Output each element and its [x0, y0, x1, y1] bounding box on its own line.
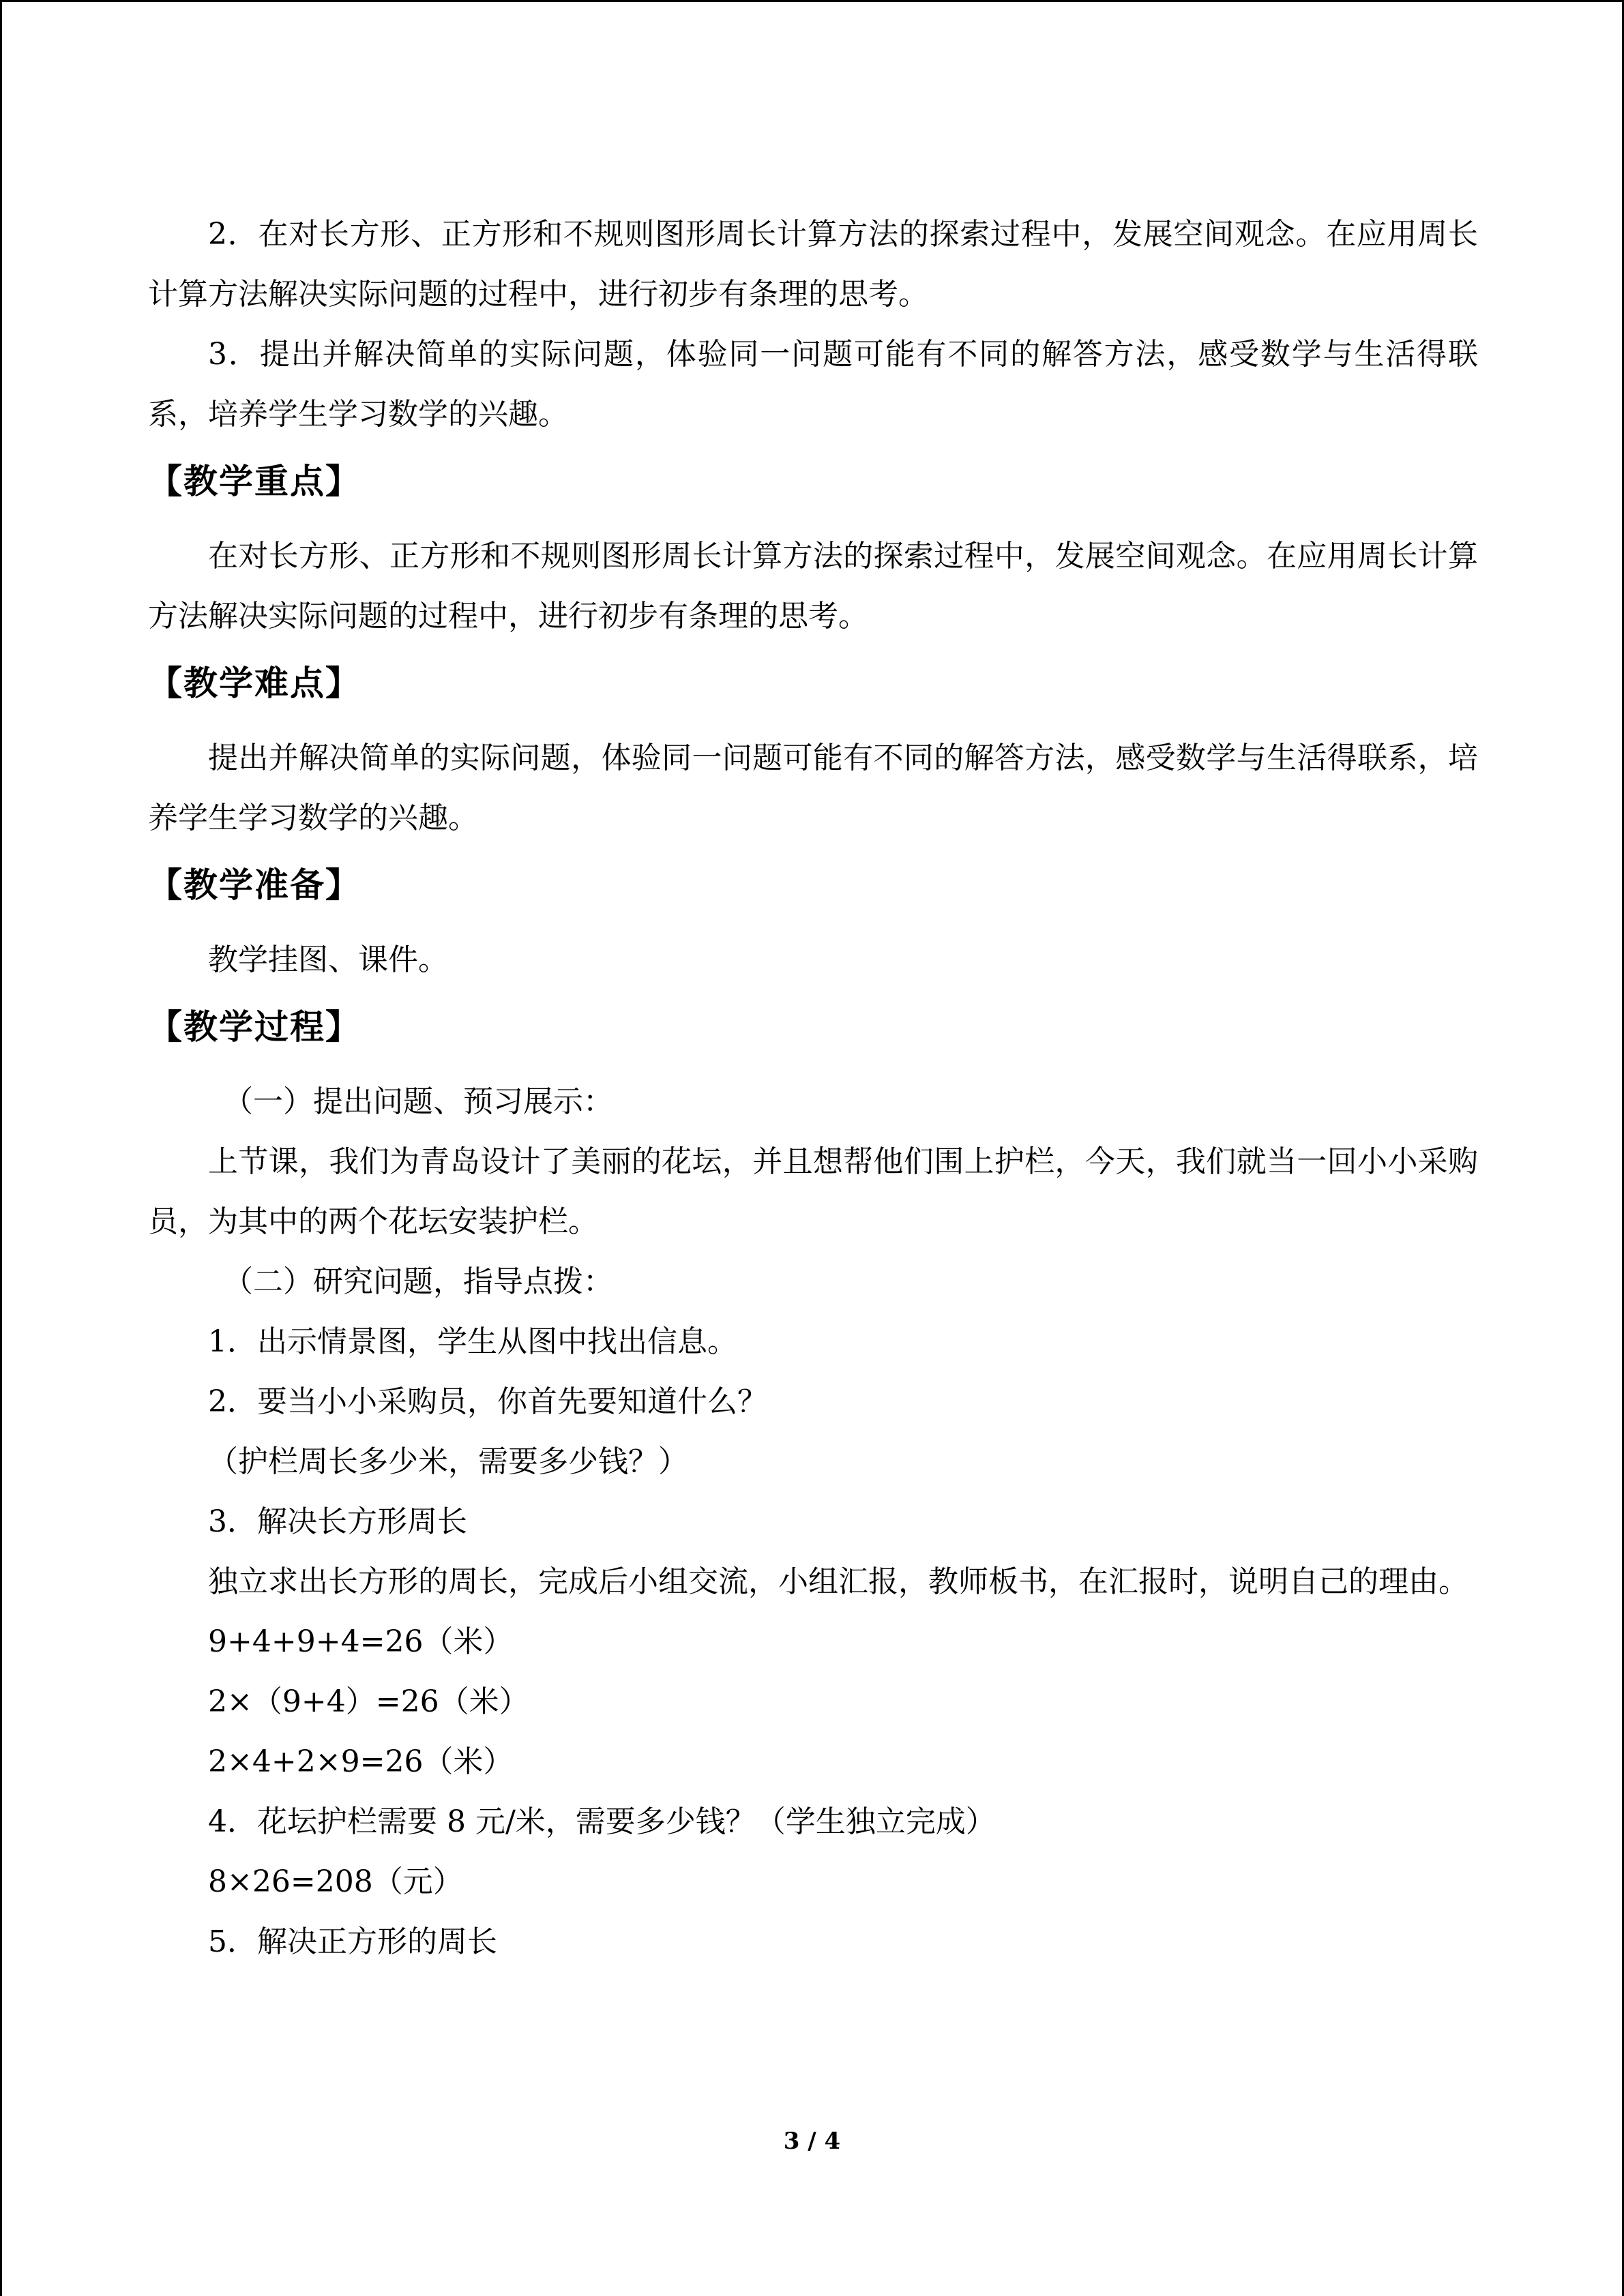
process-step-2: 2．要当小小采购员，你首先要知道什么？: [208, 1384, 767, 1419]
process-step-3: 3．解决长方形周长: [208, 1504, 467, 1539]
formula-2: 2×（9+4）=26（米）: [208, 1684, 529, 1719]
process-part1-text: 上节课，我们为青岛设计了美丽的花坛，并且想帮他们围上护栏，今天，我们就当一回小小采购员，为其中的两个花坛安装护栏。: [148, 1144, 1478, 1239]
heading-preparation: 【教学准备】: [148, 865, 361, 905]
process-step-5: 5．解决正方形的周长: [208, 1924, 497, 1959]
objective-item-2: 2．在对长方形、正方形和不规则图形周长计算方法的探索过程中，发展空间观念。在应用周长计算方法解决实际问题的过程中，进行初步有条理的思考。: [148, 217, 1478, 312]
document-body: [148, 205, 1478, 1972]
formula-1: 9+4+9+4=26（米）: [208, 1624, 514, 1659]
process-part2-title: （二）研究问题，指导点拨：: [223, 1264, 613, 1299]
page-number: 3 / 4: [783, 2128, 841, 2155]
process-step-2-answer: （护栏周长多少米，需要多少钱？）: [208, 1444, 688, 1479]
process-part1-title: （一）提出问题、预习展示：: [223, 1084, 613, 1119]
process-step-3-text: 独立求出长方形的周长，完成后小组交流，小组汇报，教师板书，在汇报时，说明自己的理由。: [208, 1564, 1468, 1599]
objective-item-3: 3．提出并解决简单的实际问题，体验同一问题可能有不同的解答方法，感受数学与生活得联系，培养学生学习数学的兴趣。: [148, 337, 1478, 432]
heading-difficulties: 【教学难点】: [148, 664, 361, 703]
key-points-text: 在对长方形、正方形和不规则图形周长计算方法的探索过程中，发展空间观念。在应用周长计算方法解决实际问题的过程中，进行初步有条理的思考。: [148, 539, 1478, 633]
formula-4: 8×26=208（元）: [208, 1864, 463, 1899]
process-step-4: 4．花坛护栏需要 8 元/米，需要多少钱？（学生独立完成）: [208, 1804, 996, 1839]
process-step-1: 1．出示情景图，学生从图中找出信息。: [208, 1324, 737, 1359]
formula-3: 2×4+2×9=26（米）: [208, 1744, 514, 1779]
preparation-text: 教学挂图、课件。: [208, 942, 448, 977]
heading-process: 【教学过程】: [148, 1007, 361, 1047]
heading-key-points: 【教学重点】: [148, 462, 361, 501]
difficulties-text: 提出并解决简单的实际问题，体验同一问题可能有不同的解答方法，感受数学与生活得联系，培养学生学习数学的兴趣。: [148, 741, 1478, 835]
